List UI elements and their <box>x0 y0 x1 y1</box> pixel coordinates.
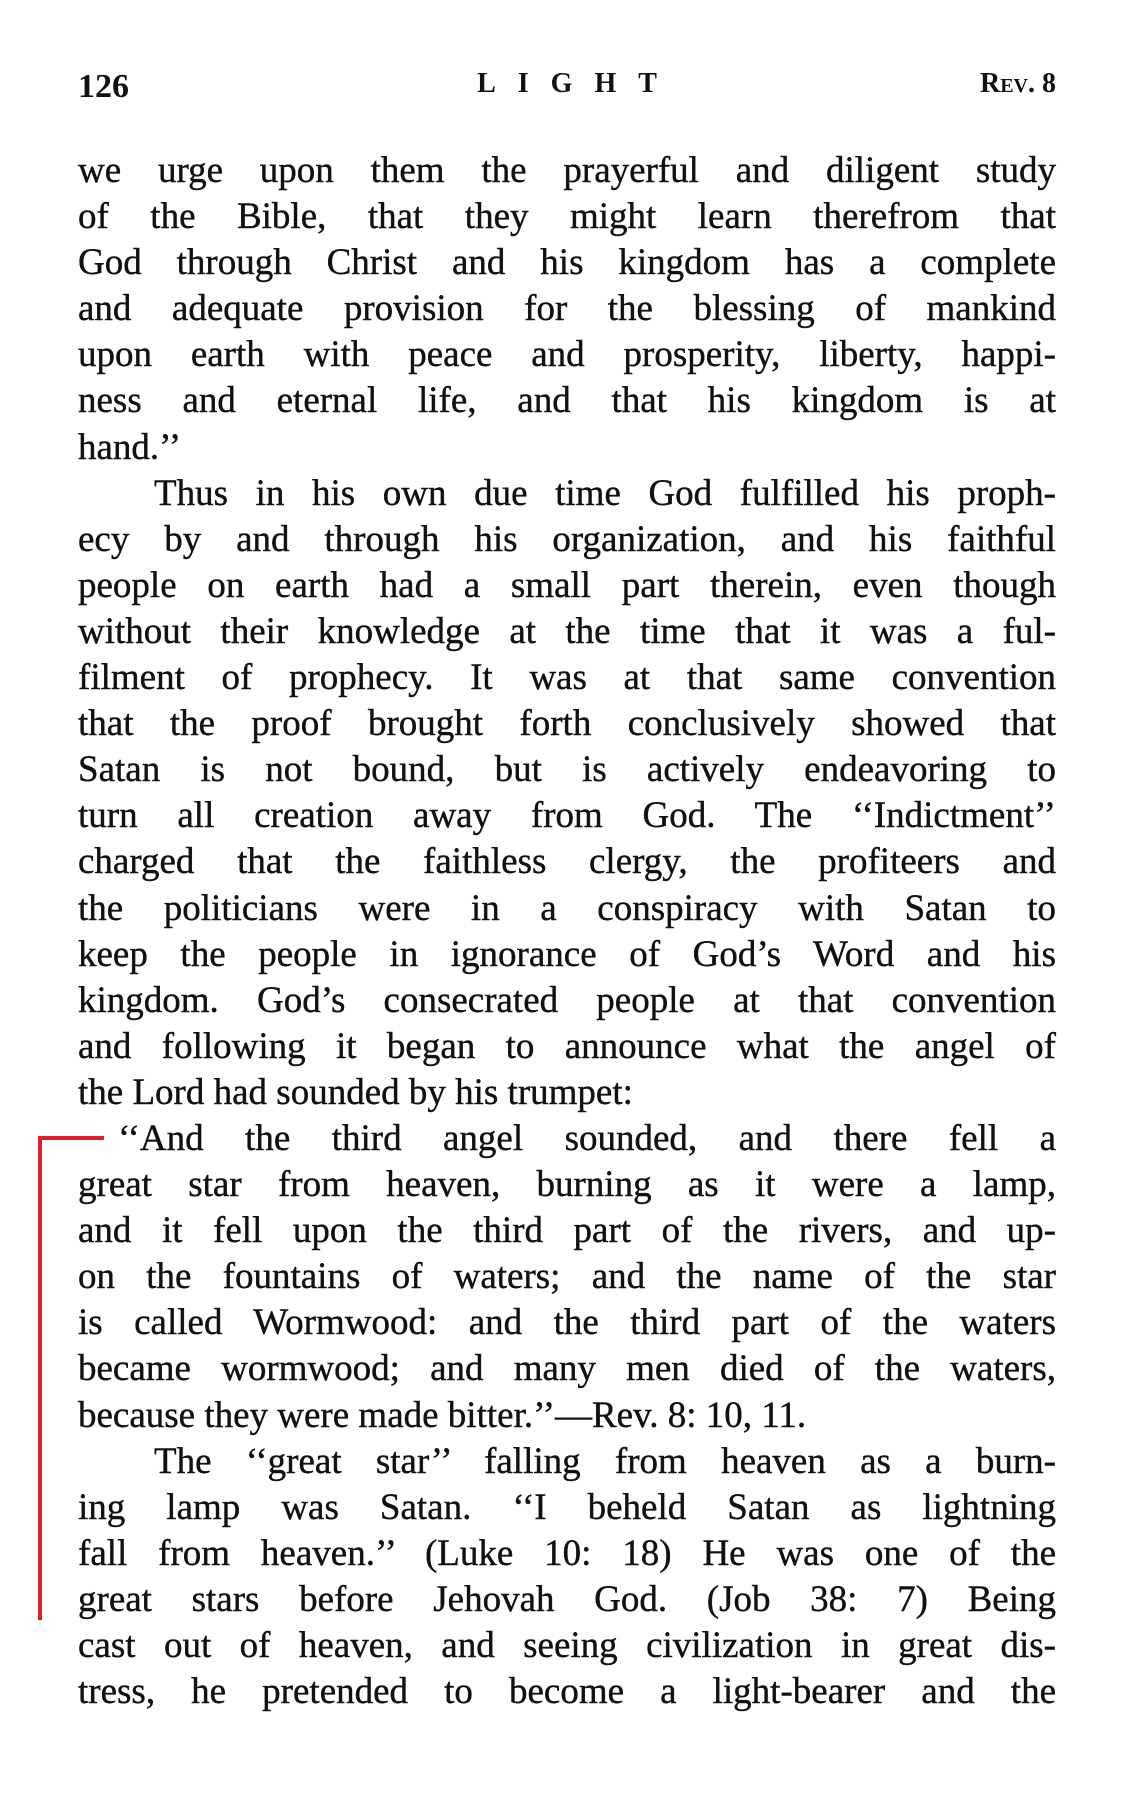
text-line: ‘‘And the third angel sounded, and there fell a <box>118 1117 1056 1159</box>
text-line: ness and eternal life, and that his kingdom is at <box>78 380 1056 422</box>
text-line: Satan is not bound, but is actively endeavoring to <box>78 749 1056 791</box>
text-line: God through Christ and his kingdom has a complete <box>78 242 1056 284</box>
text-line: keep the people in ignorance of God’s Word and his <box>78 933 1056 975</box>
text-line: the Lord had sounded by his trumpet: <box>78 1071 633 1113</box>
text-line: cast out of heaven, and seeing civilization in great dis- <box>78 1625 1056 1666</box>
text-line: that the proof brought forth conclusively showed that <box>78 703 1056 745</box>
text-line: is called Wormwood: and the third part of the waters <box>78 1302 1056 1344</box>
text-line: of the Bible, that they might learn therefrom that <box>78 196 1056 238</box>
text-line: people on earth had a small part therein, even though <box>78 564 1056 606</box>
text-line: without their knowledge at the time that it was a ful- <box>78 610 1056 652</box>
text-line: charged that the faithless clergy, the profiteers and <box>78 841 1056 883</box>
text-line: tress, he pretended to become a light-bearer and the <box>78 1671 1056 1713</box>
running-header <box>78 68 1056 112</box>
text-line: Thus in his own due time God fulfilled his proph- <box>154 472 1056 514</box>
text-line: became wormwood; and many men died of the waters, <box>78 1348 1056 1390</box>
text-line: fall from heaven.’’ (Luke 10: 18) He was one of the <box>78 1532 1056 1574</box>
text-line: hand.’’ <box>78 426 182 468</box>
text-line: kingdom. God’s consecrated people at that convention <box>78 979 1056 1021</box>
text-line: ecy by and through his organization, and his faithful <box>78 518 1056 560</box>
text-line: turn all creation away from God. The ‘‘Indictment’’ <box>78 795 1056 837</box>
text-line: great stars before Jehovah God. (Job 38: 7) Being <box>78 1578 1056 1620</box>
text-line: the politicians were in a conspiracy with Satan to <box>78 887 1056 929</box>
running-title: LIGHT <box>477 68 679 99</box>
text-line: upon earth with peace and prosperity, liberty, happi- <box>78 334 1056 376</box>
text-line: we urge upon them the prayerful and diligent study <box>78 150 1056 191</box>
text-line: filment of prophecy. It was at that same convention <box>78 657 1056 699</box>
page-body-text <box>78 148 1056 1715</box>
text-line: and it fell upon the third part of the rivers, and up- <box>78 1210 1056 1252</box>
text-line: great star from heaven, burning as it were a lamp, <box>78 1164 1056 1206</box>
text-line: and adequate provision for the blessing of mankind <box>78 288 1056 330</box>
text-line: because they were made bitter.’’—Rev. 8: 10, 11. <box>78 1394 807 1436</box>
text-line: ing lamp was Satan. ‘‘I beheld Satan as lightning <box>78 1486 1056 1528</box>
text-line: on the fountains of waters; and the name of the star <box>78 1256 1056 1298</box>
text-line: The ‘‘great star’’ falling from heaven as a burn- <box>154 1440 1056 1482</box>
text-line: and following it began to announce what the angel of <box>78 1025 1056 1067</box>
chapter-reference: Rev. 8 <box>979 68 1056 99</box>
page-number: 126 <box>78 68 129 105</box>
